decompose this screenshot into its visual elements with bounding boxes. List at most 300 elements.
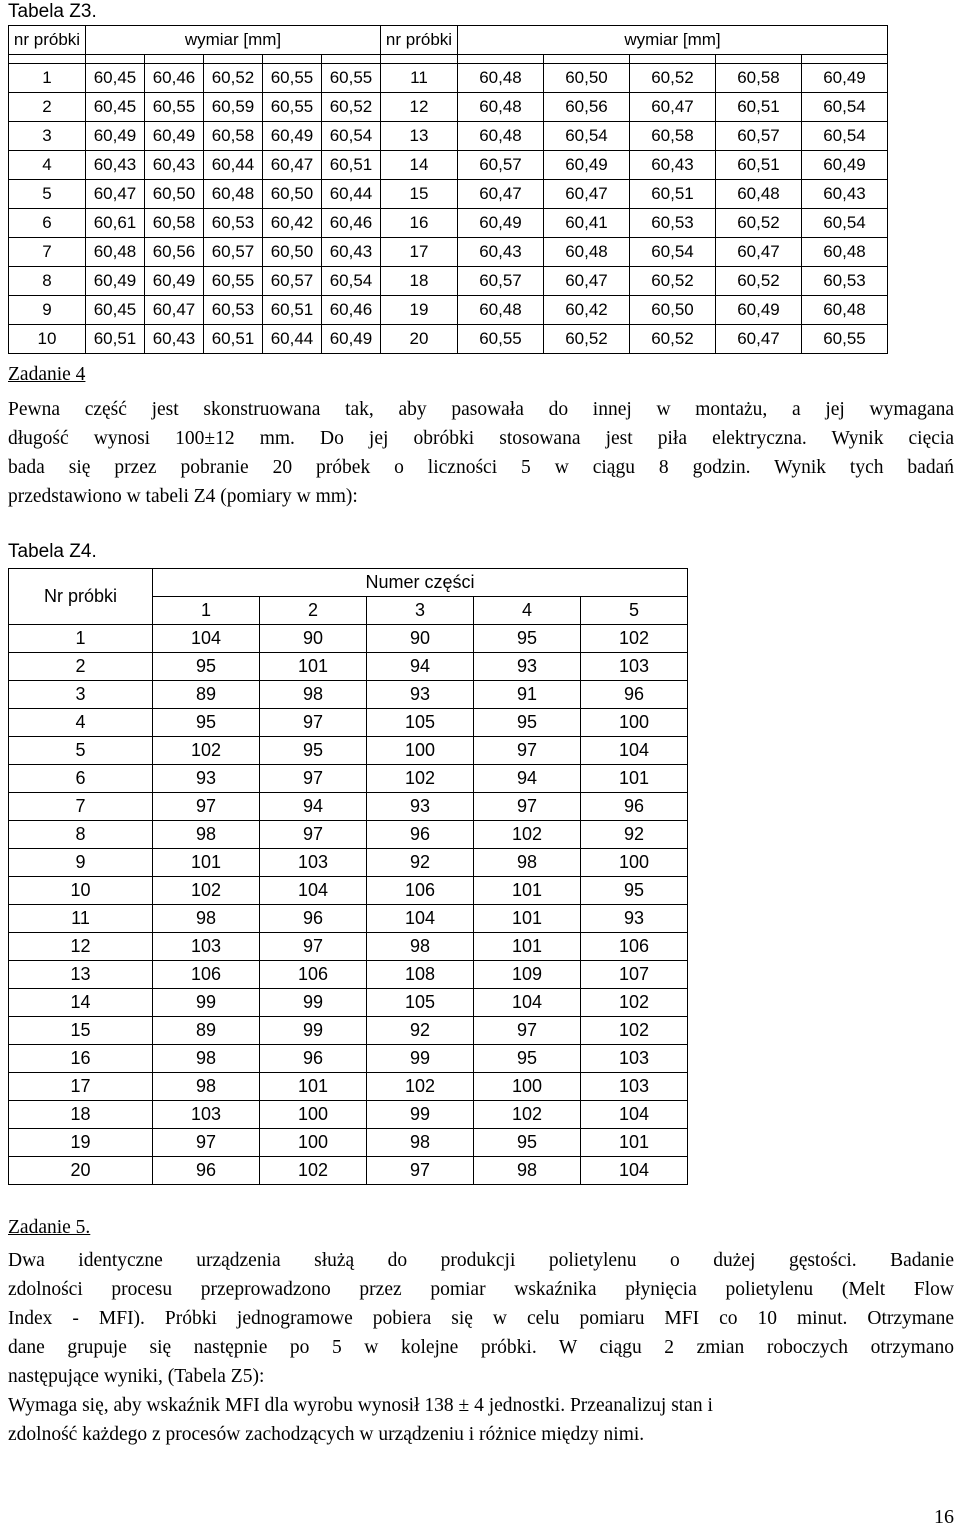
cell-wymiar: 60,58 xyxy=(204,122,263,151)
cell-value: 103 xyxy=(153,1101,260,1129)
cell-value: 100 xyxy=(260,1101,367,1129)
cell-value: 102 xyxy=(367,1073,474,1101)
cell-nr-probki-2: 17 xyxy=(381,238,458,267)
table-row xyxy=(9,209,888,238)
cell-value: 89 xyxy=(153,681,260,709)
cell-wymiar: 60,43 xyxy=(322,238,381,267)
cell-nr-probki: 9 xyxy=(9,849,153,877)
cell-wymiar-2: 60,57 xyxy=(458,267,544,296)
table-row xyxy=(9,325,888,354)
cell-value: 98 xyxy=(367,933,474,961)
cell-wymiar: 60,45 xyxy=(86,296,145,325)
table-row xyxy=(9,1129,688,1157)
table-row xyxy=(9,151,888,180)
table-row xyxy=(9,1157,688,1185)
table-row xyxy=(9,1017,688,1045)
cell-nr-probki: 17 xyxy=(9,1073,153,1101)
table-row xyxy=(9,737,688,765)
cell-value: 98 xyxy=(474,849,581,877)
cell-nr-probki: 15 xyxy=(9,1017,153,1045)
cell-value: 101 xyxy=(581,1129,688,1157)
cell-wymiar-2: 60,50 xyxy=(630,296,716,325)
table-z4 xyxy=(8,568,688,1185)
cell-value: 92 xyxy=(367,849,474,877)
cell-wymiar-2: 60,54 xyxy=(802,122,888,151)
cell-nr-probki-2: 12 xyxy=(381,93,458,122)
cell-wymiar: 60,44 xyxy=(322,180,381,209)
cell-value: 102 xyxy=(260,1157,367,1185)
cell-value: 102 xyxy=(581,625,688,653)
cell-wymiar-2: 60,55 xyxy=(458,325,544,354)
cell-value: 102 xyxy=(474,821,581,849)
paragraph-line: Wymaga się, aby wskaźnik MFI dla wyrobu wynosił 138 ± 4 jednostki. Przeanalizuj stan i xyxy=(8,1395,713,1416)
table-row xyxy=(9,821,688,849)
cell-wymiar-2: 60,42 xyxy=(544,296,630,325)
cell-value: 106 xyxy=(260,961,367,989)
cell-value: 95 xyxy=(474,709,581,737)
cell-value: 103 xyxy=(581,1073,688,1101)
cell-wymiar: 60,51 xyxy=(204,325,263,354)
cell-value: 96 xyxy=(260,905,367,933)
cell-wymiar-2: 60,47 xyxy=(458,180,544,209)
paragraph-line: Dwa identyczne urządzenia służą do produkcji polietylenu o dużej gęstości. Badanie xyxy=(8,1250,954,1271)
header-nr-probki: nr próbki xyxy=(9,26,86,55)
cell-nr-probki-2: 13 xyxy=(381,122,458,151)
cell-wymiar-2: 60,52 xyxy=(716,267,802,296)
table-row xyxy=(9,905,688,933)
cell-nr-probki: 7 xyxy=(9,793,153,821)
cell-value: 94 xyxy=(474,765,581,793)
cell-value: 104 xyxy=(260,877,367,905)
cell-wymiar: 60,57 xyxy=(263,267,322,296)
table-row xyxy=(9,267,888,296)
cell-wymiar: 60,50 xyxy=(263,238,322,267)
cell-wymiar-2: 60,49 xyxy=(544,151,630,180)
cell-value: 102 xyxy=(474,1101,581,1129)
table-header-row xyxy=(9,569,688,597)
cell-wymiar-2: 60,48 xyxy=(716,180,802,209)
cell-wymiar-2: 60,47 xyxy=(544,267,630,296)
cell-wymiar: 60,55 xyxy=(204,267,263,296)
cell-value: 104 xyxy=(581,1157,688,1185)
cell-value: 96 xyxy=(581,681,688,709)
cell-value: 104 xyxy=(581,1101,688,1129)
cell-value: 93 xyxy=(153,765,260,793)
cell-wymiar-2: 60,48 xyxy=(458,93,544,122)
cell-value: 100 xyxy=(367,737,474,765)
cell-value: 104 xyxy=(581,737,688,765)
cell-value: 98 xyxy=(153,905,260,933)
cell-value: 97 xyxy=(474,793,581,821)
cell-value: 97 xyxy=(153,1129,260,1157)
cell-value: 106 xyxy=(581,933,688,961)
cell-nr-probki: 3 xyxy=(9,681,153,709)
cell-wymiar-2: 60,51 xyxy=(716,151,802,180)
cell-wymiar: 60,53 xyxy=(204,296,263,325)
cell-value: 98 xyxy=(153,1045,260,1073)
cell-wymiar-2: 60,48 xyxy=(458,122,544,151)
cell-value: 90 xyxy=(260,625,367,653)
cell-wymiar: 60,55 xyxy=(322,64,381,93)
cell-wymiar-2: 60,53 xyxy=(630,209,716,238)
column-header: 4 xyxy=(474,597,581,625)
cell-value: 104 xyxy=(153,625,260,653)
cell-wymiar-2: 60,48 xyxy=(802,296,888,325)
cell-wymiar-2: 60,49 xyxy=(802,151,888,180)
cell-nr-probki: 14 xyxy=(9,989,153,1017)
table-row xyxy=(9,849,688,877)
cell-wymiar: 60,55 xyxy=(145,93,204,122)
table-row xyxy=(9,1045,688,1073)
cell-value: 97 xyxy=(153,793,260,821)
cell-value: 92 xyxy=(581,821,688,849)
cell-nr-probki-2: 19 xyxy=(381,296,458,325)
cell-wymiar: 60,52 xyxy=(204,64,263,93)
cell-value: 104 xyxy=(474,989,581,1017)
cell-wymiar-2: 60,52 xyxy=(716,209,802,238)
cell-wymiar: 60,58 xyxy=(145,209,204,238)
cell-nr-probki: 5 xyxy=(9,180,86,209)
cell-wymiar-2: 60,47 xyxy=(630,93,716,122)
zadanie-5-heading: Zadanie 5. xyxy=(8,1217,91,1238)
cell-wymiar: 60,47 xyxy=(86,180,145,209)
table-row xyxy=(9,1101,688,1129)
cell-wymiar: 60,45 xyxy=(86,93,145,122)
cell-value: 95 xyxy=(474,1129,581,1157)
cell-nr-probki: 2 xyxy=(9,93,86,122)
cell-value: 105 xyxy=(367,989,474,1017)
cell-value: 107 xyxy=(581,961,688,989)
cell-wymiar: 60,51 xyxy=(86,325,145,354)
cell-wymiar-2: 60,51 xyxy=(630,180,716,209)
cell-value: 95 xyxy=(260,737,367,765)
cell-wymiar-2: 60,53 xyxy=(802,267,888,296)
cell-wymiar-2: 60,48 xyxy=(458,296,544,325)
table-row xyxy=(9,93,888,122)
cell-value: 97 xyxy=(474,1017,581,1045)
zadanie-4-heading: Zadanie 4 xyxy=(8,364,86,385)
table-row xyxy=(9,122,888,151)
paragraph-line: zdolność każdego z procesów zachodzących w urządzeniu i różnice między nimi. xyxy=(8,1424,645,1445)
cell-nr-probki: 10 xyxy=(9,325,86,354)
cell-wymiar: 60,49 xyxy=(263,122,322,151)
cell-nr-probki: 4 xyxy=(9,151,86,180)
table-spacer-row xyxy=(9,55,888,64)
cell-wymiar-2: 60,58 xyxy=(630,122,716,151)
cell-wymiar: 60,49 xyxy=(322,325,381,354)
cell-value: 103 xyxy=(581,1045,688,1073)
cell-wymiar-2: 60,52 xyxy=(630,64,716,93)
cell-nr-probki: 20 xyxy=(9,1157,153,1185)
cell-value: 101 xyxy=(581,765,688,793)
cell-wymiar-2: 60,50 xyxy=(544,64,630,93)
table-row xyxy=(9,64,888,93)
cell-value: 95 xyxy=(153,653,260,681)
cell-value: 108 xyxy=(367,961,474,989)
cell-wymiar-2: 60,52 xyxy=(544,325,630,354)
cell-value: 104 xyxy=(367,905,474,933)
cell-value: 94 xyxy=(260,793,367,821)
cell-value: 103 xyxy=(260,849,367,877)
cell-wymiar-2: 60,47 xyxy=(716,238,802,267)
cell-value: 102 xyxy=(581,989,688,1017)
table-row xyxy=(9,681,688,709)
table-row xyxy=(9,793,688,821)
cell-value: 101 xyxy=(474,933,581,961)
cell-wymiar-2: 60,43 xyxy=(630,151,716,180)
cell-wymiar: 60,45 xyxy=(86,64,145,93)
table-row xyxy=(9,180,888,209)
cell-nr-probki: 8 xyxy=(9,267,86,296)
cell-nr-probki: 1 xyxy=(9,625,153,653)
cell-wymiar-2: 60,49 xyxy=(802,64,888,93)
cell-value: 93 xyxy=(367,681,474,709)
cell-nr-probki: 10 xyxy=(9,877,153,905)
cell-nr-probki: 9 xyxy=(9,296,86,325)
cell-value: 97 xyxy=(260,933,367,961)
cell-wymiar: 60,53 xyxy=(204,209,263,238)
cell-nr-probki: 7 xyxy=(9,238,86,267)
cell-value: 98 xyxy=(367,1129,474,1157)
paragraph-line: następujące wyniki, (Tabela Z5): xyxy=(8,1366,265,1387)
cell-value: 106 xyxy=(367,877,474,905)
cell-wymiar-2: 60,47 xyxy=(544,180,630,209)
cell-wymiar-2: 60,51 xyxy=(716,93,802,122)
cell-value: 102 xyxy=(153,877,260,905)
cell-value: 99 xyxy=(153,989,260,1017)
cell-wymiar: 60,46 xyxy=(322,296,381,325)
cell-nr-probki: 13 xyxy=(9,961,153,989)
cell-nr-probki-2: 20 xyxy=(381,325,458,354)
table-row xyxy=(9,238,888,267)
cell-wymiar-2: 60,54 xyxy=(802,93,888,122)
cell-value: 100 xyxy=(581,849,688,877)
cell-value: 97 xyxy=(474,737,581,765)
cell-wymiar: 60,48 xyxy=(86,238,145,267)
cell-value: 102 xyxy=(153,737,260,765)
paragraph-line: Pewna część jest skonstruowana tak, aby pasowała do innej w montażu, a jej wymagana xyxy=(8,399,954,420)
cell-value: 99 xyxy=(367,1045,474,1073)
table-row xyxy=(9,961,688,989)
paragraph-line: dane grupuje się następnie po 5 w kolejne próbki. W ciągu 2 zmian roboczych otrzymano xyxy=(8,1337,954,1358)
cell-value: 99 xyxy=(260,989,367,1017)
cell-wymiar: 60,56 xyxy=(145,238,204,267)
column-header: 2 xyxy=(260,597,367,625)
cell-value: 90 xyxy=(367,625,474,653)
table-row xyxy=(9,296,888,325)
cell-value: 93 xyxy=(474,653,581,681)
cell-value: 95 xyxy=(153,709,260,737)
cell-wymiar: 60,48 xyxy=(204,180,263,209)
cell-wymiar-2: 60,49 xyxy=(716,296,802,325)
header-nr-probki-2: nr próbki xyxy=(381,26,458,55)
cell-nr-probki: 19 xyxy=(9,1129,153,1157)
cell-wymiar: 60,55 xyxy=(263,64,322,93)
cell-wymiar: 60,51 xyxy=(263,296,322,325)
table-z3 xyxy=(8,25,888,354)
paragraph-line: długość wynosi 100±12 mm. Do jej obróbki stosowana jest piła elektryczna. Wynik cięcia xyxy=(8,428,954,449)
cell-wymiar: 60,44 xyxy=(263,325,322,354)
cell-value: 109 xyxy=(474,961,581,989)
cell-wymiar: 60,49 xyxy=(86,267,145,296)
cell-nr-probki: 8 xyxy=(9,821,153,849)
cell-wymiar: 60,46 xyxy=(322,209,381,238)
table-z4-caption: Tabela Z4. xyxy=(8,541,97,562)
cell-nr-probki-2: 15 xyxy=(381,180,458,209)
cell-wymiar-2: 60,43 xyxy=(458,238,544,267)
cell-wymiar-2: 60,41 xyxy=(544,209,630,238)
column-header: 5 xyxy=(581,597,688,625)
table-row xyxy=(9,709,688,737)
table-row xyxy=(9,765,688,793)
cell-value: 96 xyxy=(367,821,474,849)
cell-wymiar: 60,46 xyxy=(145,64,204,93)
cell-value: 98 xyxy=(474,1157,581,1185)
cell-value: 101 xyxy=(153,849,260,877)
cell-wymiar: 60,43 xyxy=(145,151,204,180)
cell-value: 91 xyxy=(474,681,581,709)
cell-value: 92 xyxy=(367,1017,474,1045)
cell-value: 101 xyxy=(474,877,581,905)
column-header: 3 xyxy=(367,597,474,625)
cell-wymiar-2: 60,52 xyxy=(630,267,716,296)
cell-wymiar-2: 60,57 xyxy=(716,122,802,151)
cell-wymiar: 60,42 xyxy=(263,209,322,238)
cell-value: 95 xyxy=(474,1045,581,1073)
cell-nr-probki: 16 xyxy=(9,1045,153,1073)
cell-wymiar: 60,61 xyxy=(86,209,145,238)
table-row xyxy=(9,989,688,1017)
cell-value: 101 xyxy=(474,905,581,933)
cell-nr-probki: 1 xyxy=(9,64,86,93)
table-row xyxy=(9,653,688,681)
zadanie-5-text xyxy=(8,1246,954,1449)
cell-wymiar: 60,49 xyxy=(86,122,145,151)
cell-value: 106 xyxy=(153,961,260,989)
cell-wymiar-2: 60,52 xyxy=(630,325,716,354)
cell-nr-probki: 4 xyxy=(9,709,153,737)
cell-wymiar-2: 60,43 xyxy=(802,180,888,209)
header-wymiar-2: wymiar [mm] xyxy=(458,26,888,55)
cell-wymiar-2: 60,54 xyxy=(802,209,888,238)
cell-value: 97 xyxy=(260,709,367,737)
cell-nr-probki: 3 xyxy=(9,122,86,151)
cell-value: 96 xyxy=(260,1045,367,1073)
paragraph-line: Index - MFI). Próbki jednogramowe pobiera się w celu pomiaru MFI co 10 minut. Otrzymane xyxy=(8,1308,954,1329)
cell-nr-probki: 11 xyxy=(9,905,153,933)
cell-nr-probki-2: 16 xyxy=(381,209,458,238)
cell-wymiar-2: 60,48 xyxy=(458,64,544,93)
cell-wymiar-2: 60,58 xyxy=(716,64,802,93)
cell-value: 98 xyxy=(153,821,260,849)
cell-nr-probki: 12 xyxy=(9,933,153,961)
cell-value: 93 xyxy=(367,793,474,821)
cell-value: 95 xyxy=(474,625,581,653)
cell-value: 96 xyxy=(581,793,688,821)
cell-value: 94 xyxy=(367,653,474,681)
cell-wymiar: 60,50 xyxy=(263,180,322,209)
cell-nr-probki: 6 xyxy=(9,765,153,793)
cell-wymiar-2: 60,55 xyxy=(802,325,888,354)
cell-wymiar-2: 60,54 xyxy=(544,122,630,151)
column-header: 1 xyxy=(153,597,260,625)
cell-wymiar: 60,57 xyxy=(204,238,263,267)
cell-value: 100 xyxy=(581,709,688,737)
table-row xyxy=(9,1073,688,1101)
cell-wymiar: 60,49 xyxy=(145,267,204,296)
cell-nr-probki: 5 xyxy=(9,737,153,765)
cell-wymiar-2: 60,47 xyxy=(716,325,802,354)
header-wymiar: wymiar [mm] xyxy=(86,26,381,55)
table-z3-caption: Tabela Z3. xyxy=(8,1,97,22)
cell-nr-probki-2: 11 xyxy=(381,64,458,93)
cell-value: 98 xyxy=(153,1073,260,1101)
cell-wymiar: 60,47 xyxy=(145,296,204,325)
cell-wymiar: 60,52 xyxy=(322,93,381,122)
cell-wymiar: 60,55 xyxy=(263,93,322,122)
cell-value: 103 xyxy=(581,653,688,681)
cell-wymiar: 60,54 xyxy=(322,267,381,296)
cell-wymiar: 60,47 xyxy=(263,151,322,180)
cell-value: 93 xyxy=(581,905,688,933)
header-nr-probki: Nr próbki xyxy=(9,569,153,625)
cell-value: 95 xyxy=(581,877,688,905)
cell-value: 98 xyxy=(260,681,367,709)
cell-wymiar-2: 60,54 xyxy=(630,238,716,267)
cell-value: 97 xyxy=(260,821,367,849)
paragraph-line: bada się przez pobranie 20 próbek o liczności 5 w ciągu 8 godzin. Wynik tych badań xyxy=(8,457,954,478)
paragraph-line: przedstawiono w tabeli Z4 (pomiary w mm): xyxy=(8,486,358,507)
table-row xyxy=(9,933,688,961)
cell-wymiar: 60,51 xyxy=(322,151,381,180)
paragraph-line: zdolności procesu przeprowadzono przez pomiar wskaźnika płynięcia polietylenu (Melt Flow xyxy=(8,1279,954,1300)
cell-nr-probki: 6 xyxy=(9,209,86,238)
cell-nr-probki: 2 xyxy=(9,653,153,681)
cell-value: 97 xyxy=(260,765,367,793)
cell-nr-probki-2: 14 xyxy=(381,151,458,180)
cell-value: 96 xyxy=(153,1157,260,1185)
cell-value: 97 xyxy=(367,1157,474,1185)
table-row xyxy=(9,625,688,653)
cell-value: 105 xyxy=(367,709,474,737)
table-row xyxy=(9,877,688,905)
cell-value: 101 xyxy=(260,1073,367,1101)
cell-value: 99 xyxy=(260,1017,367,1045)
cell-wymiar: 60,43 xyxy=(145,325,204,354)
page-number: 16 xyxy=(934,1506,954,1528)
cell-value: 102 xyxy=(581,1017,688,1045)
cell-value: 101 xyxy=(260,653,367,681)
cell-value: 99 xyxy=(367,1101,474,1129)
header-numer-czesci: Numer części xyxy=(153,569,688,597)
cell-value: 89 xyxy=(153,1017,260,1045)
cell-wymiar: 60,49 xyxy=(145,122,204,151)
cell-wymiar-2: 60,56 xyxy=(544,93,630,122)
cell-wymiar-2: 60,57 xyxy=(458,151,544,180)
cell-nr-probki-2: 18 xyxy=(381,267,458,296)
cell-wymiar-2: 60,49 xyxy=(458,209,544,238)
cell-wymiar: 60,50 xyxy=(145,180,204,209)
cell-nr-probki: 18 xyxy=(9,1101,153,1129)
cell-value: 103 xyxy=(153,933,260,961)
cell-wymiar: 60,54 xyxy=(322,122,381,151)
cell-value: 100 xyxy=(474,1073,581,1101)
cell-wymiar: 60,59 xyxy=(204,93,263,122)
cell-wymiar: 60,44 xyxy=(204,151,263,180)
cell-wymiar-2: 60,48 xyxy=(544,238,630,267)
table-header-row xyxy=(9,26,888,55)
zadanie-4-text xyxy=(8,395,954,511)
